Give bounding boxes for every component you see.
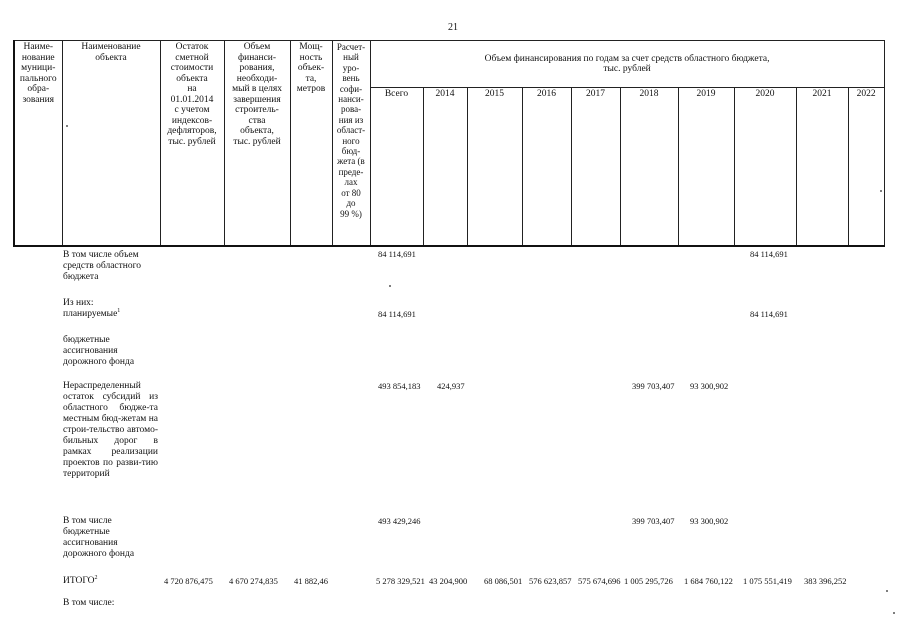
row-incl-road-fund-label: В том числе бюджетные ассигнования дорожного фонда [63, 516, 135, 559]
row-planned-total: 84 114,691 [378, 309, 416, 319]
header-capacity: Мощ- ность объек- та, метров [290, 41, 332, 247]
row-regional-budget-total: 84 114,691 [378, 249, 416, 259]
header-year-2021: 2021 [796, 88, 848, 247]
header-funding-title: Объем финансирования по годам за счет средств областного бюджета, тыс. рублей [370, 41, 884, 88]
header-year-2016: 2016 [522, 88, 571, 247]
scan-speck [66, 125, 68, 127]
header-year-2015: 2015 [467, 88, 522, 247]
header-year-total: Всего [370, 88, 423, 247]
row-unallocated-2014: 424,937 [437, 381, 465, 391]
itogo-2017: 575 674,696 [578, 576, 621, 586]
row-road-fund-label: бюджетные ассигнования дорожного фонда [63, 335, 135, 367]
itogo-2014: 43 204,900 [429, 576, 468, 586]
scan-speck [893, 612, 895, 614]
row-unallocated-2019: 93 300,902 [690, 381, 729, 391]
page-number: 21 [448, 22, 458, 33]
table-header [13, 40, 885, 247]
including-label: В том числе: [63, 598, 115, 608]
itogo-2016: 576 623,857 [529, 576, 572, 586]
itogo-funding-volume: 4 670 274,835 [229, 576, 278, 586]
row-of-them-label: Из них: [63, 298, 94, 308]
row-unallocated-2018: 399 703,407 [632, 381, 675, 391]
header-year-2019: 2019 [678, 88, 734, 247]
header-year-2018: 2018 [620, 88, 678, 247]
itogo-label: ИТОГО$^2$ [63, 574, 98, 586]
row-regional-budget-label: В том числе объем средств областного бюджета [63, 250, 142, 282]
row-incl-road-fund-2019: 93 300,902 [690, 516, 729, 526]
itogo-2018: 1 005 295,726 [624, 576, 673, 586]
header-cofinancing-level: Расчет- ный уро- вень софи- нанси- рова- ния из област- ного бюд- жета (в преде- лах от 80 до 99 %) [332, 41, 370, 247]
scan-speck [886, 590, 888, 592]
header-year-2017: 2017 [571, 88, 620, 247]
header-municipality: Наиме- нование муници- пального обра- зования [14, 41, 62, 247]
itogo-remaining-cost: 4 720 876,475 [164, 576, 213, 586]
itogo-2019: 1 684 760,122 [684, 576, 733, 586]
row-unallocated-total: 493 854,183 [378, 381, 421, 391]
scan-speck [389, 285, 391, 287]
header-year-2014: 2014 [423, 88, 467, 247]
itogo-total: 5 278 329,521 [376, 576, 425, 586]
header-year-2020: 2020 [734, 88, 796, 247]
row-regional-budget-2020: 84 114,691 [750, 249, 788, 259]
header-object-name: Наименование объекта [62, 41, 160, 247]
row-incl-road-fund-total: 493 429,246 [378, 516, 421, 526]
header-remaining-cost: Остаток сметной стоимости объекта на 01.01.2014 с учетом индексов- дефляторов, тыс. рублей [160, 41, 224, 247]
row-incl-road-fund-2018: 399 703,407 [632, 516, 675, 526]
itogo-2021: 383 396,252 [804, 576, 847, 586]
row-planned-label: планируемые$^1$ [63, 307, 121, 319]
header-funding-volume: Объем финанси- рования, необходи- мый в целях завершения строитель- ства объекта, тыс. рублей [224, 41, 290, 247]
itogo-2015: 68 086,501 [484, 576, 523, 586]
itogo-2020: 1 075 551,419 [743, 576, 792, 586]
row-unallocated-label: Нераспределенный остаток субсидий из областного бюдже-та местным бюд-жетам на строи-тельство автомо-бильных дорог в рамках реализации проектов по разви-тию территорий [63, 381, 158, 479]
row-planned-2020: 84 114,691 [750, 309, 788, 319]
header-year-2022: 2022 [848, 88, 884, 247]
itogo-capacity: 41 882,46 [294, 576, 328, 586]
scan-speck [880, 190, 882, 192]
